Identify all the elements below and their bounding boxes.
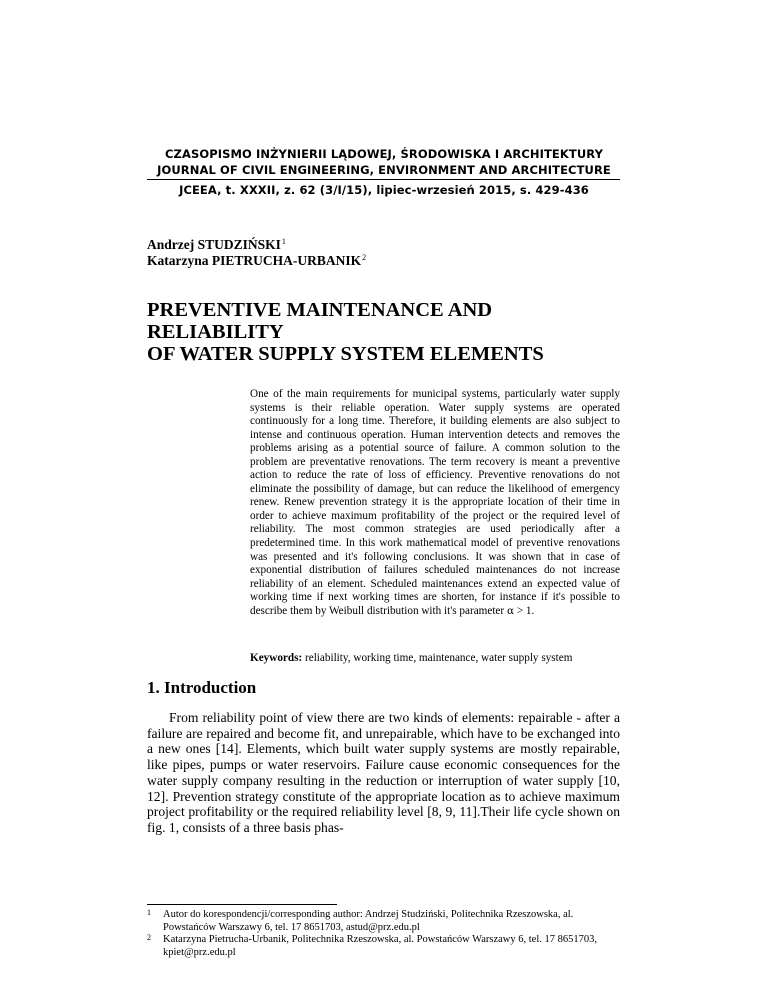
abstract bbox=[250, 388, 620, 618]
journal-title-english: JOURNAL OF CIVIL ENGINEERING, ENVIRONMENT AND ARCHITECTURE bbox=[157, 163, 611, 177]
author-1 bbox=[147, 237, 286, 253]
introduction-paragraph: From reliability point of view there are two kinds of elements: repairable - after a failure are repaired and become fit, and unrepairable, which have to be exchanged into a new ones [14]. Elements, which built water supply systems are mostly repairable, like pipes, pumps or water reservoirs. Failure cause economic consequences for the water supply company resulting in the reduction or interruption of water supply [10, 12]. Prevention strategy constitute of the appropriate location as to achieve maximum project profitability or the required reliability level [8, 9, 11].Their life cycle shown on fig. 1, consists of a three basis phas- bbox=[147, 710, 620, 835]
footnote-2-number: 2 bbox=[147, 933, 151, 942]
section-heading: 1. Introduction bbox=[147, 678, 257, 697]
paper-title-line-1: PREVENTIVE MAINTENANCE AND RELIABILITY bbox=[147, 299, 493, 343]
keywords-label: Keywords: bbox=[250, 652, 303, 664]
paper-title bbox=[147, 299, 627, 365]
keywords bbox=[250, 652, 572, 664]
footnote-2 bbox=[147, 934, 620, 959]
author-2-footnote-mark: 2 bbox=[362, 253, 367, 262]
keywords-text: reliability, working time, maintenance, water supply system bbox=[302, 652, 573, 664]
footnote-1 bbox=[147, 909, 620, 934]
footnote-rule bbox=[147, 904, 337, 905]
alpha-symbol: α bbox=[506, 604, 515, 617]
header-rule bbox=[147, 179, 620, 180]
footnote-2-text: Katarzyna Pietrucha-Urbanik, Politechnika Rzeszowska, al. Powstańców Warszawy 6, tel. 17 8651703, kpiet@prz.edu.pl bbox=[163, 934, 598, 958]
author-1-footnote-mark: 1 bbox=[281, 237, 286, 246]
abstract-condition: > 1. bbox=[514, 604, 535, 617]
abstract-text: One of the main requirements for municipal systems, particularly water supply systems is their reliable operation. Water supply systems are operated continuously for a long time. Therefore, it building elements are also subject to intense and continuous operation. Human intervention detects and removes the problems arising as a potential source of failure. A common solution to the problem are preventative renovations. The term recovery is meant a preventive action to reduce the rate of loss of efficiency. Preventive renovations do not eliminate the possibility of damage, but can reduce the likelihood of emergency renew. Renew prevention strategy it is the appropriate location of their time in order to achieve maximum profitability of the project or the required level of reliability. The most common strategies are used periodically after a predetermined time. In this work mathematical model of preventive renovations was presented and it's following conclusions. It was shown that in case of exponential distribution of failures scheduled maintenances do not increase reliability of an element. Scheduled maintenances extend an expected value of working time if next working times are shorten, for instance if it's possible to describe them by Weibull distribution with it's parameter bbox=[250, 388, 620, 617]
paper-title-line-2: OF WATER SUPPLY SYSTEM ELEMENTS bbox=[147, 343, 544, 365]
footnote-1-number: 1 bbox=[147, 908, 151, 917]
footnote-1-text: Autor do korespondencji/corresponding author: Andrzej Studziński, Politechnika Rzeszowska, al. Powstańców Warszawy 6, tel. 17 8651703, astud@prz.edu.pl bbox=[163, 909, 574, 933]
author-2-name: Katarzyna PIETRUCHA-URBANIK bbox=[147, 253, 362, 268]
journal-issue-info: JCEEA, t. XXXII, z. 62 (3/I/15), lipiec-wrzesień 2015, s. 429-436 bbox=[179, 183, 589, 197]
author-2 bbox=[147, 253, 366, 269]
author-1-name: Andrzej STUDZIŃSKI bbox=[147, 237, 281, 252]
journal-title-polish: CZASOPISMO INŻYNIERII LĄDOWEJ, ŚRODOWISKA I ARCHITEKTURY bbox=[164, 147, 604, 161]
